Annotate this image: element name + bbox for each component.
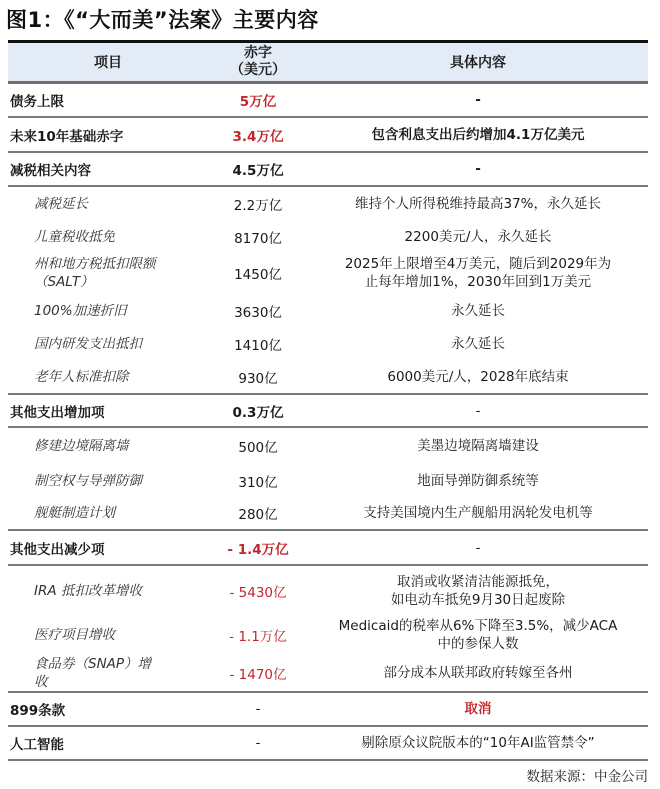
row-item: 制空权与导弹防御 bbox=[34, 472, 142, 489]
row-detail: - bbox=[475, 402, 481, 419]
row-deficit: 8170亿 bbox=[234, 231, 282, 247]
row-item-line1: 州和地方税抵扣限额 bbox=[34, 256, 156, 272]
row-deficit: 280亿 bbox=[238, 507, 278, 523]
row-detail: 永久延长 bbox=[451, 302, 505, 319]
row-detail-line2: 中的参保人数 bbox=[437, 636, 519, 652]
row-item: 老年人标准扣除 bbox=[34, 368, 129, 385]
row-item: 舰艇制造计划 bbox=[34, 505, 115, 521]
row-item: 减税延长 bbox=[34, 196, 88, 212]
table-row bbox=[8, 615, 648, 655]
row-detail: 2200美元/人，永久延长 bbox=[404, 229, 552, 245]
row-detail bbox=[308, 255, 648, 291]
row-item-line2: 收 bbox=[34, 674, 48, 690]
row-item: 人工智能 bbox=[10, 737, 64, 753]
row-detail bbox=[308, 617, 648, 653]
header-deficit bbox=[208, 45, 308, 79]
table-row bbox=[8, 153, 648, 187]
table-header bbox=[8, 43, 648, 84]
table-row bbox=[8, 328, 648, 360]
row-deficit: - 1.4万亿 bbox=[227, 541, 289, 558]
row-detail: 6000美元/人，2028年底结束 bbox=[387, 368, 569, 385]
table-row bbox=[8, 566, 648, 615]
row-item: 100%加速折旧 bbox=[34, 302, 127, 319]
row-detail-line2: 如电动车抵免9月30日起废除 bbox=[390, 591, 566, 608]
row-detail: - bbox=[475, 92, 481, 108]
table-row bbox=[8, 221, 648, 253]
table-row bbox=[8, 187, 648, 221]
table-row bbox=[8, 693, 648, 727]
table-row bbox=[8, 727, 648, 761]
row-deficit: 3.4万亿 bbox=[232, 128, 284, 145]
table-row bbox=[8, 428, 648, 464]
row-item: 儿童税收抵免 bbox=[34, 229, 115, 245]
data-source: 数据来源：中金公司 bbox=[526, 769, 648, 785]
row-detail: 剔除原众议院版本的“10年AI监管禁令” bbox=[361, 735, 595, 751]
row-deficit: 4.5万亿 bbox=[232, 163, 284, 179]
row-item bbox=[8, 655, 208, 691]
row-detail: 部分成本从联邦政府转嫁至各州 bbox=[383, 665, 573, 681]
row-detail-line1: 取消或收紧清洁能源抵免， bbox=[397, 573, 559, 590]
header-detail: 具体内容 bbox=[450, 55, 506, 71]
row-detail-line1: 2025年上限增至4万美元，随后到2029年为 bbox=[344, 256, 612, 272]
table-row bbox=[8, 84, 648, 118]
row-deficit: 2.2万亿 bbox=[233, 198, 283, 214]
row-item bbox=[8, 255, 208, 291]
table-row bbox=[8, 531, 648, 566]
row-item: 减税相关内容 bbox=[10, 163, 91, 179]
table-row bbox=[8, 497, 648, 531]
row-detail bbox=[308, 573, 648, 609]
row-deficit: 0.3万亿 bbox=[232, 404, 284, 421]
bill-content-table bbox=[8, 40, 648, 761]
row-deficit: - bbox=[255, 701, 261, 717]
row-item: 修建边境隔离墙 bbox=[34, 438, 129, 454]
row-item-line2: （SALT） bbox=[34, 274, 94, 290]
row-item: 899条款 bbox=[10, 703, 66, 719]
table-row bbox=[8, 253, 648, 293]
row-deficit: 3630亿 bbox=[234, 304, 282, 321]
row-deficit: - bbox=[255, 735, 261, 751]
row-detail: 支持美国境内生产舰船用涡轮发电机等 bbox=[363, 505, 593, 521]
table-row bbox=[8, 360, 648, 395]
row-deficit: 5万亿 bbox=[239, 94, 277, 110]
row-detail: 地面导弹防御系统等 bbox=[417, 472, 539, 489]
row-deficit: 500亿 bbox=[238, 440, 278, 456]
row-detail: 维持个人所得税维持最高37%，永久延长 bbox=[354, 196, 601, 212]
row-deficit: - 1.1万亿 bbox=[229, 629, 287, 645]
header-item: 项目 bbox=[94, 55, 122, 71]
row-deficit: 1450亿 bbox=[234, 267, 282, 283]
row-item: 其他支出增加项 bbox=[10, 404, 105, 421]
row-detail-line2: 止每年增加1%，2030年回到1万美元 bbox=[364, 274, 592, 290]
row-item: 未来10年基础赤字 bbox=[10, 128, 124, 145]
row-item: 其他支出减少项 bbox=[10, 541, 105, 558]
table-row bbox=[8, 293, 648, 328]
row-item: 国内研发支出抵扣 bbox=[34, 336, 142, 352]
row-deficit: - 5430亿 bbox=[229, 584, 287, 601]
row-item: 医疗项目增收 bbox=[34, 627, 115, 643]
row-item: IRA 抵扣改革增收 bbox=[34, 582, 142, 599]
table-row bbox=[8, 395, 648, 428]
row-detail: 取消 bbox=[464, 701, 492, 717]
figure-title: 图1：《“大而美”法案》主要内容 bbox=[6, 8, 319, 32]
row-deficit: 930亿 bbox=[238, 370, 278, 387]
row-detail: 包含利息支出后约增加4.1万亿美元 bbox=[371, 126, 585, 143]
header-deficit-line2: （美元） bbox=[230, 62, 286, 78]
row-item-line1: 食品券（SNAP）增 bbox=[34, 656, 152, 672]
table-row bbox=[8, 655, 648, 693]
table-row bbox=[8, 118, 648, 153]
row-detail: 永久延长 bbox=[451, 336, 505, 352]
row-deficit: - 1470亿 bbox=[229, 667, 287, 683]
table-row bbox=[8, 464, 648, 497]
row-item: 债务上限 bbox=[10, 94, 64, 110]
row-detail-line1: Medicaid的税率从6%下降至3.5%，减少ACA bbox=[338, 618, 618, 634]
row-deficit: 310亿 bbox=[238, 474, 278, 491]
row-detail: - bbox=[475, 161, 481, 177]
row-deficit: 1410亿 bbox=[234, 338, 282, 354]
row-detail: - bbox=[475, 539, 481, 556]
row-detail: 美墨边境隔离墙建设 bbox=[417, 438, 539, 454]
header-deficit-line1: 赤字 bbox=[244, 45, 272, 61]
